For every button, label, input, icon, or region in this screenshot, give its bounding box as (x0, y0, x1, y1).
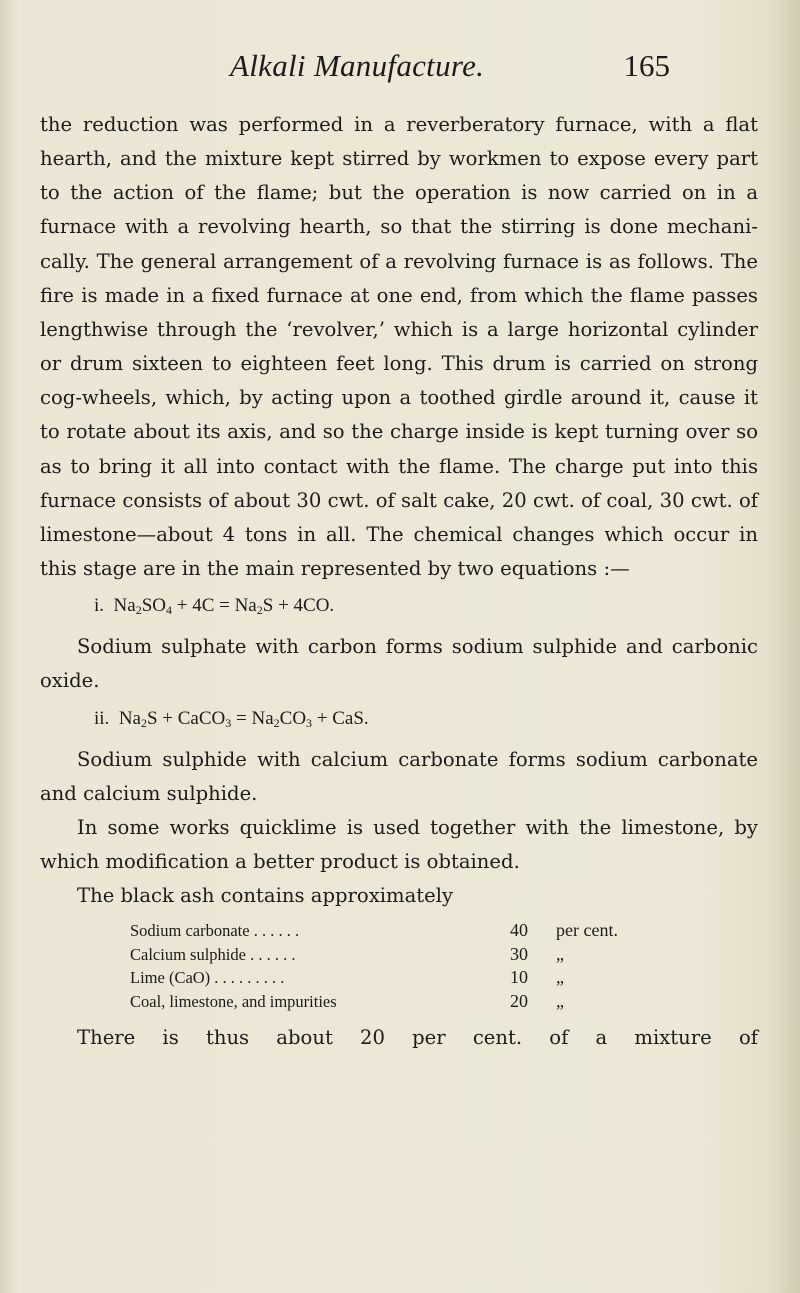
equation-1: i. $Na_2SO_4 + 4C = Na_2S + 4CO$. (94, 595, 335, 618)
row-unit: per cent. (556, 920, 618, 941)
row-unit: „ (556, 990, 564, 1011)
table-row (130, 990, 730, 1014)
row-label: Calcium sulphide . . . . . . (130, 944, 296, 964)
paragraph-equation-1-explanation: Sodium sulphate with carbon forms sodium sulphide and carbonic oxide. (40, 635, 758, 693)
row-value: 30 (510, 943, 528, 964)
page-body (40, 108, 758, 1055)
running-title: Alkali Manufacture. (230, 48, 485, 83)
equation-2: ii. $Na_2S$ + CaCO$_3$ = $Na_2CO_3$ + CaS. (94, 707, 369, 730)
paragraph-black-ash-intro: The black ash contains approximately (77, 884, 454, 908)
paragraph-equation-2-explanation: Sodium sulphide with calcium carbonate forms sodium carbonate and calcium sulphide. (40, 747, 758, 805)
paragraph-mixture: There is thus about 20 per cent. of a mixture of (77, 1026, 758, 1050)
row-value: 20 (510, 990, 528, 1011)
page-number: 165 (623, 48, 670, 83)
table-row (130, 943, 730, 967)
paragraph-revolving-furnace: the reduction was performed in a reverberatory furnace, with a flat hearth, and the mixture kept stirred by workmen to expose every part to the action of the flame; but the operation is now carried on in a furnace with a revolving hearth, so that the stirring is done mechanically. The general arrangement of a revolving furnace is as follows. The fire is made in a fixed furnace at one end, from which the flame passes lengthwise through the ‘revolver,’ which is a large horizontal cylinder or drum sixteen to eighteen feet long. This drum is carried on strong cog-wheels, which, by acting upon a toothed girdle around it, cause it to rotate about its axis, and so the charge inside is kept turning over so as to bring it all into contact with the flame. The charge put into this furnace consists of about 30 cwt. of salt cake, 20 cwt. of coal, 30 cwt. of limestone—about 4 tons in all. The chemical changes which occur in this stage are in the main represented by two equations :— (40, 113, 758, 581)
row-label: Coal, limestone, and impurities (130, 991, 337, 1011)
row-label: Lime (CaO) . . . . . . . . . (130, 968, 285, 988)
row-label: Sodium carbonate . . . . . . (130, 921, 300, 941)
row-value: 10 (510, 967, 528, 988)
page-header (230, 48, 670, 94)
composition-table (130, 919, 730, 1013)
row-value: 40 (510, 920, 528, 941)
table-row (130, 919, 730, 943)
table-row (130, 966, 730, 990)
row-unit: „ (556, 943, 564, 964)
row-unit: „ (556, 967, 564, 988)
paragraph-quicklime: In some works quicklime is used together with the limestone, by which modification a better product is obtained. (40, 815, 758, 873)
